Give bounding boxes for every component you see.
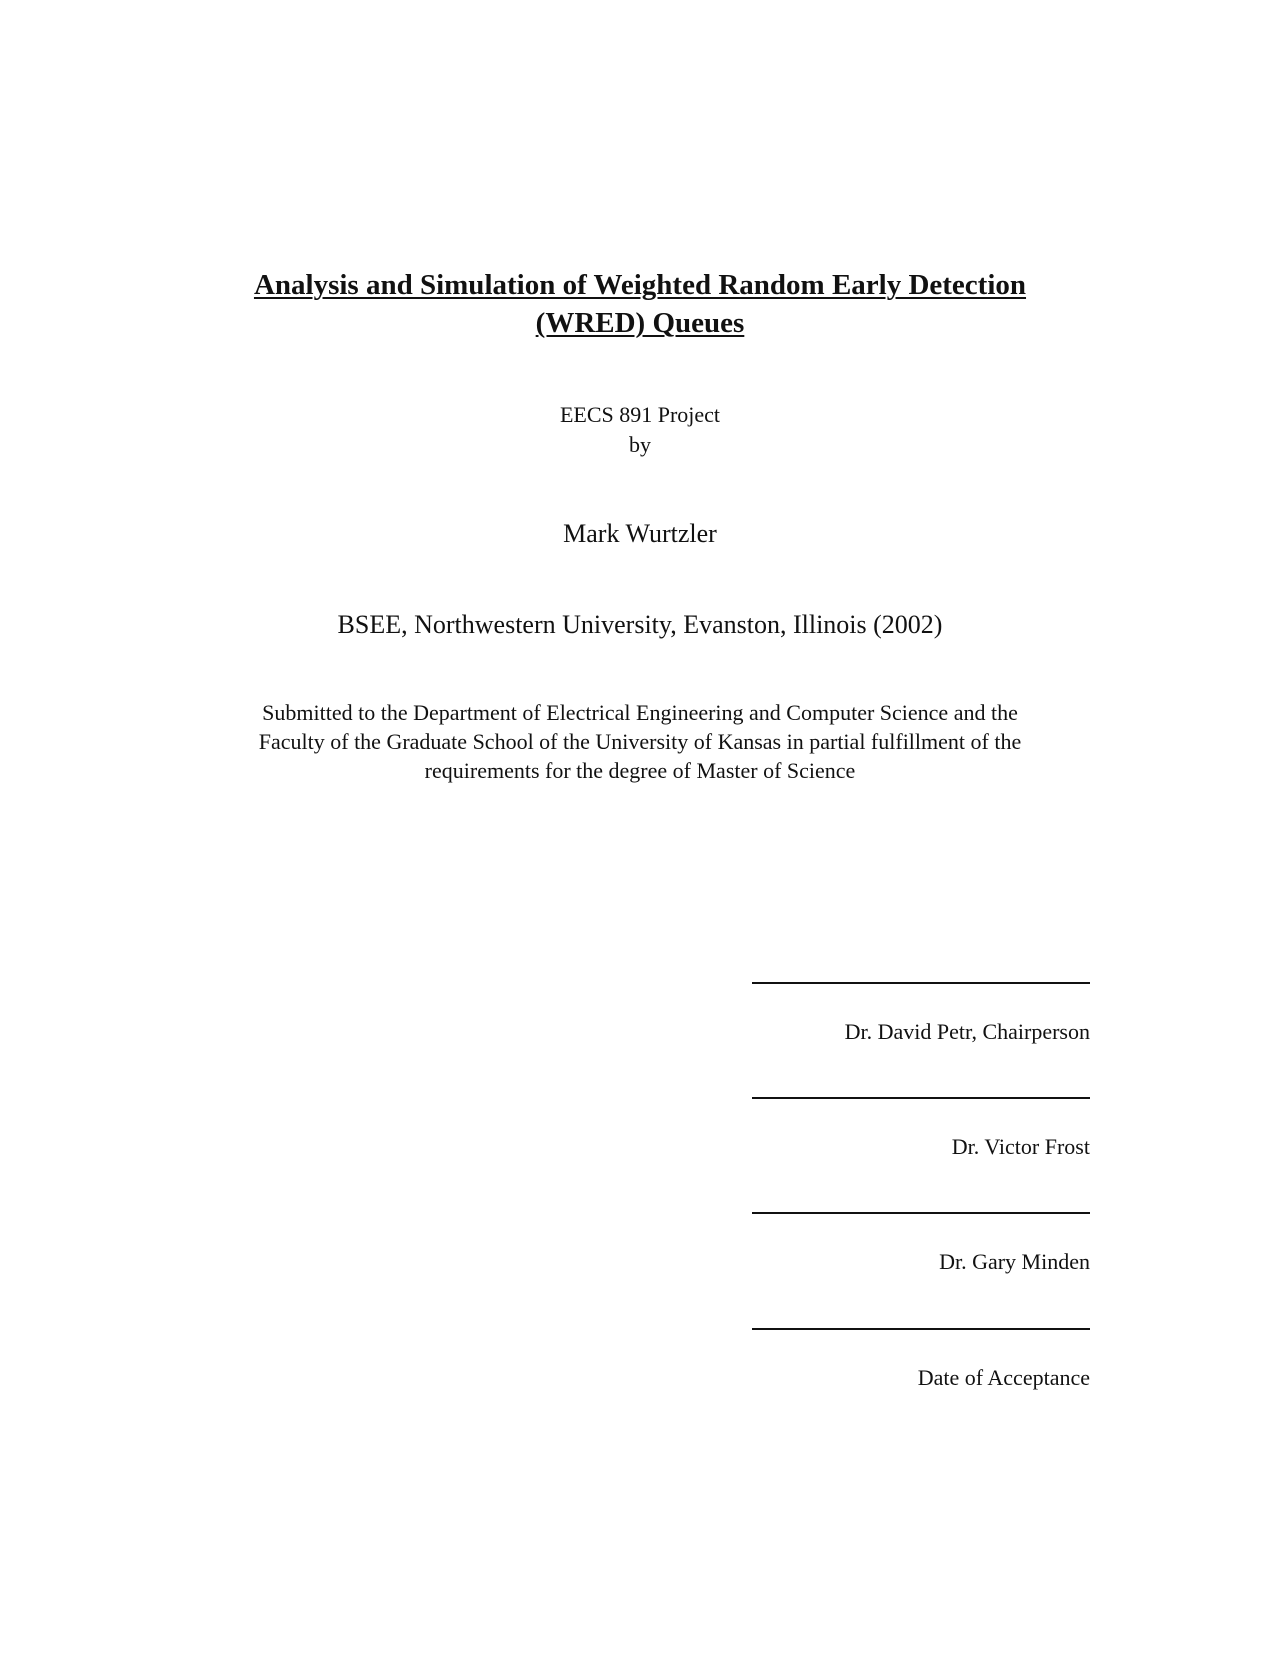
author-name: Mark Wurtzler	[563, 519, 717, 548]
signature-block-chairperson	[752, 982, 1090, 1046]
document-title	[0, 266, 1280, 342]
signature-block-date	[752, 1328, 1090, 1392]
project-name: EECS 891 Project	[559, 402, 721, 427]
signature-label: Dr. Gary Minden	[939, 1249, 1090, 1274]
project-by: by	[629, 432, 651, 457]
signature-label: Dr. David Petr, Chairperson	[844, 1019, 1090, 1044]
signature-block-committee-member-2	[752, 1212, 1090, 1276]
signature-line	[752, 982, 1090, 984]
submission-line-2: Faculty of the Graduate School of the University of Kansas in partial fulfillment of the	[258, 729, 1022, 754]
title-line-2: (WRED) Queues	[535, 307, 745, 339]
signature-line	[752, 1212, 1090, 1214]
signature-line	[752, 1328, 1090, 1330]
submission-line-1: Submitted to the Department of Electrical Engineering and Computer Science and the	[262, 700, 1018, 725]
title-line-1: Analysis and Simulation of Weighted Random Early Detection	[253, 269, 1027, 301]
prior-degree: BSEE, Northwestern University, Evanston, Illinois (2002)	[337, 610, 943, 639]
signature-block-committee-member-1	[752, 1097, 1090, 1161]
signature-label: Dr. Victor Frost	[951, 1134, 1090, 1159]
submission-statement	[0, 698, 1280, 785]
signature-line	[752, 1097, 1090, 1099]
signature-label: Date of Acceptance	[917, 1365, 1090, 1390]
project-info	[0, 400, 1280, 460]
submission-line-3: requirements for the degree of Master of Science	[424, 758, 856, 783]
